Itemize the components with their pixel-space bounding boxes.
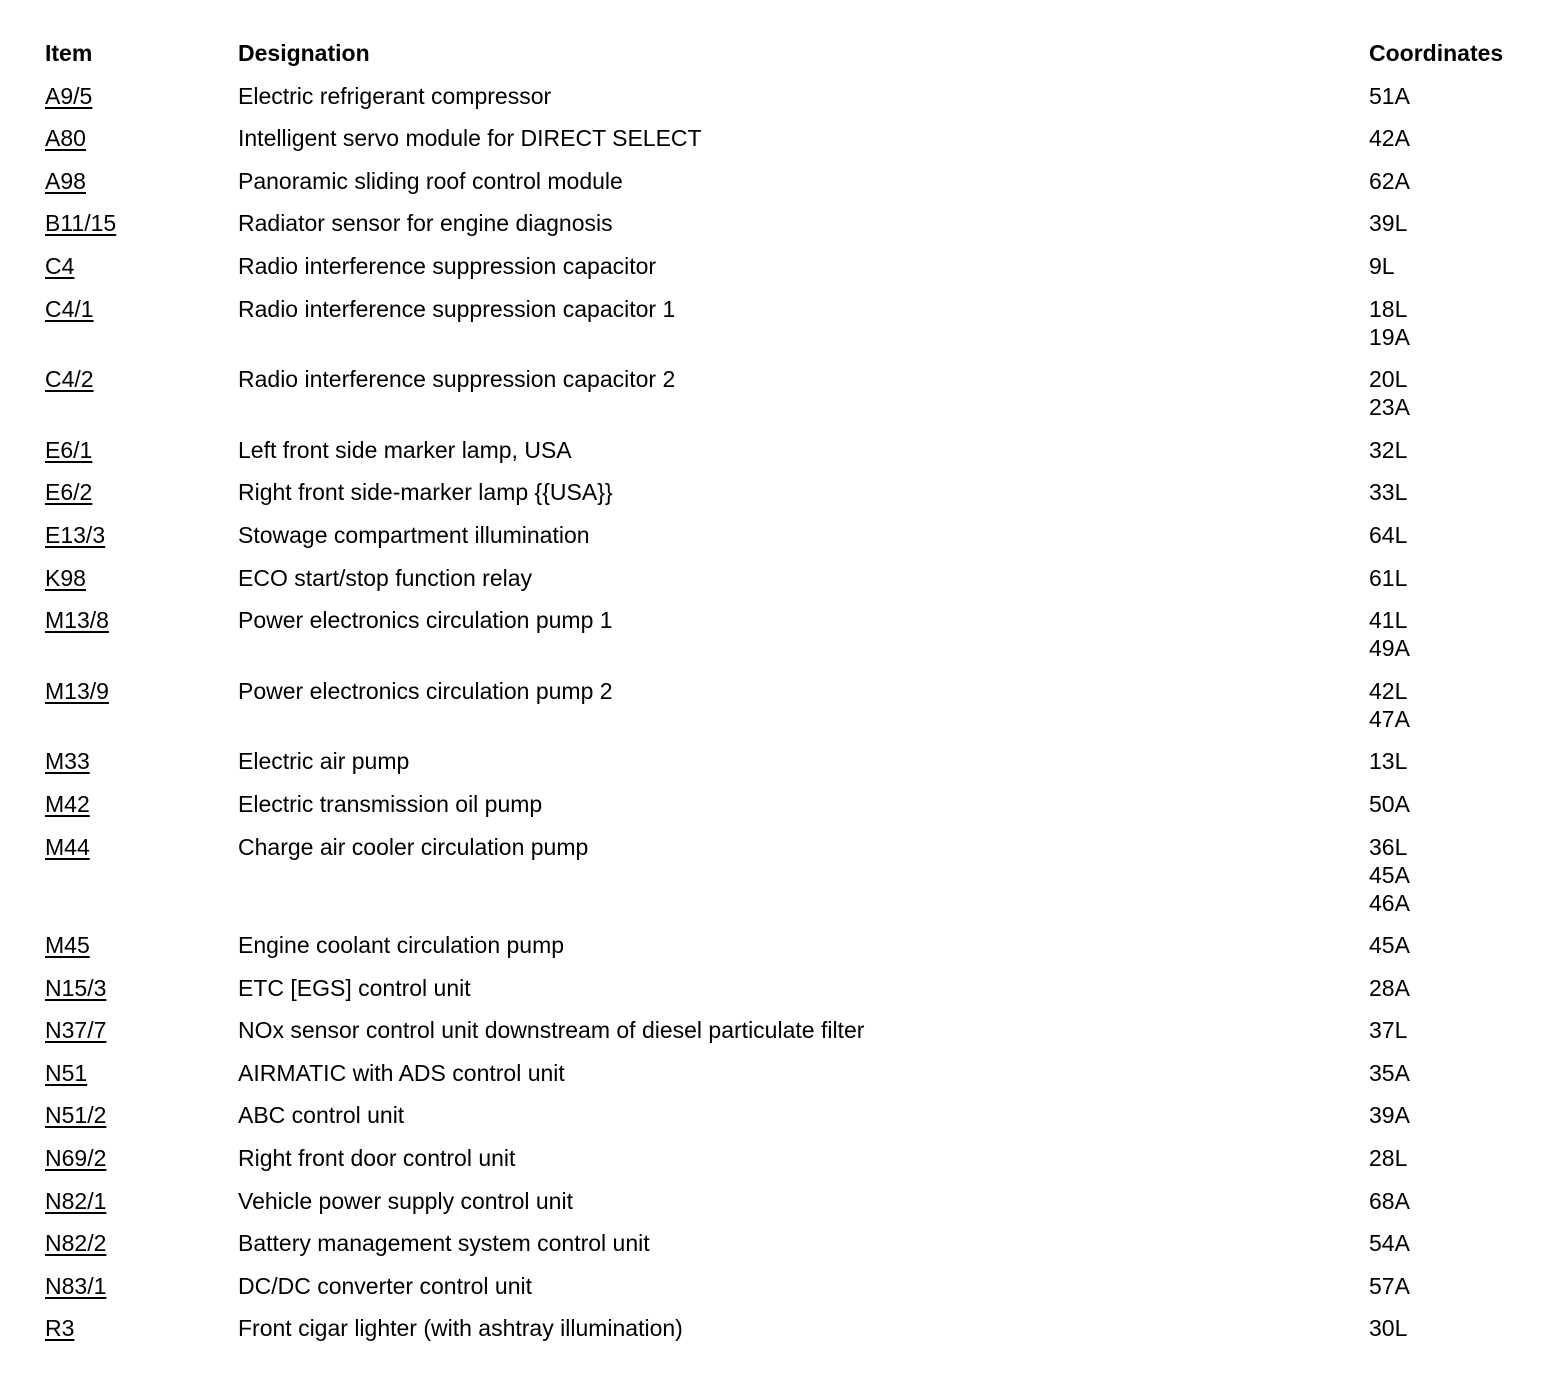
- coordinates-cell: [1369, 833, 1410, 917]
- designation-text: Radio interference suppression capacitor 2: [238, 366, 676, 393]
- item-link[interactable]: C4: [45, 252, 75, 279]
- table-header: [45, 39, 1545, 82]
- coordinate-value: 45A: [1369, 861, 1410, 888]
- designation-text: AIRMATIC with ADS control unit: [238, 1059, 565, 1086]
- coordinate-value: 47A: [1369, 705, 1410, 732]
- table-row: [45, 82, 1545, 125]
- table-row: [45, 478, 1545, 521]
- item-link[interactable]: C4/2: [45, 366, 94, 393]
- coordinates-cell: [1369, 1314, 1407, 1342]
- coordinates-cell: [1369, 1144, 1407, 1172]
- designation-text: Engine coolant circulation pump: [238, 932, 565, 959]
- coordinate-value: 54A: [1369, 1230, 1410, 1257]
- designation-text: Vehicle power supply control unit: [238, 1187, 573, 1214]
- component-table: [45, 39, 1545, 1357]
- coordinates-cell: [1369, 365, 1410, 421]
- coordinates-cell: [1369, 209, 1407, 237]
- designation-text: Power electronics circulation pump 1: [238, 607, 613, 634]
- table-row: [45, 209, 1545, 252]
- designation-text: Left front side marker lamp, USA: [238, 436, 572, 463]
- table-row: [45, 436, 1545, 479]
- item-link[interactable]: A9/5: [45, 82, 93, 109]
- item-link[interactable]: R3: [45, 1315, 75, 1342]
- item-link[interactable]: N51/2: [45, 1102, 107, 1129]
- item-link[interactable]: C4/1: [45, 295, 94, 322]
- item-link[interactable]: M13/8: [45, 607, 109, 634]
- coordinates-cell: [1369, 1229, 1410, 1257]
- coordinates-cell: [1369, 931, 1410, 959]
- table-row: [45, 1144, 1545, 1187]
- table-row: [45, 1187, 1545, 1230]
- coordinates-cell: [1369, 747, 1407, 775]
- designation-text: Radiator sensor for engine diagnosis: [238, 210, 613, 237]
- coordinates-cell: [1369, 82, 1410, 110]
- coordinates-cell: [1369, 1016, 1407, 1044]
- item-link[interactable]: N15/3: [45, 974, 107, 1001]
- coordinate-value: 23A: [1369, 394, 1410, 421]
- item-link[interactable]: M33: [45, 748, 90, 775]
- coordinate-value: 42A: [1369, 125, 1410, 152]
- coordinate-value: 57A: [1369, 1272, 1410, 1299]
- designation-text: Battery management system control unit: [238, 1230, 650, 1257]
- table-row: [45, 1314, 1545, 1357]
- table-row: [45, 521, 1545, 564]
- coordinate-value: 45A: [1369, 932, 1410, 959]
- table-row: [45, 833, 1545, 932]
- coordinate-value: 28L: [1369, 1145, 1408, 1172]
- table-row: [45, 124, 1545, 167]
- coordinates-cell: [1369, 606, 1410, 662]
- item-link[interactable]: N51: [45, 1059, 88, 1086]
- coordinate-value: 36L: [1369, 833, 1408, 860]
- header-coordinates: Coordinates: [1369, 40, 1504, 66]
- coordinate-value: 68A: [1369, 1187, 1410, 1214]
- designation-text: ECO start/stop function relay: [238, 564, 533, 591]
- item-link[interactable]: M42: [45, 790, 90, 817]
- coordinates-cell: [1369, 1187, 1410, 1215]
- coordinate-value: 28A: [1369, 974, 1410, 1001]
- item-link[interactable]: N82/2: [45, 1230, 107, 1257]
- coordinate-value: 61L: [1369, 564, 1408, 591]
- item-link[interactable]: M45: [45, 932, 90, 959]
- coordinate-value: 9L: [1369, 252, 1395, 279]
- coordinate-value: 39L: [1369, 210, 1408, 237]
- item-link[interactable]: N69/2: [45, 1145, 107, 1172]
- designation-text: ETC [EGS] control unit: [238, 974, 471, 1001]
- table-row: [45, 564, 1545, 607]
- designation-text: Electric transmission oil pump: [238, 790, 543, 817]
- coordinate-value: 49A: [1369, 635, 1410, 662]
- item-link[interactable]: B11/15: [45, 210, 117, 237]
- coordinate-value: 13L: [1369, 748, 1408, 775]
- coordinates-cell: [1369, 1101, 1410, 1129]
- table-row: [45, 167, 1545, 210]
- coordinates-cell: [1369, 1272, 1410, 1300]
- coordinate-value: 19A: [1369, 323, 1410, 350]
- item-link[interactable]: A98: [45, 167, 86, 194]
- coordinates-cell: [1369, 974, 1410, 1002]
- coordinate-value: 41L: [1369, 607, 1408, 634]
- coordinates-cell: [1369, 252, 1395, 280]
- item-link[interactable]: N37/7: [45, 1017, 107, 1044]
- coordinate-value: 37L: [1369, 1017, 1408, 1044]
- designation-text: Right front side-marker lamp {{USA}}: [238, 479, 613, 506]
- coordinate-value: 46A: [1369, 889, 1410, 916]
- coordinate-value: 62A: [1369, 167, 1410, 194]
- table-row: [45, 747, 1545, 790]
- item-link[interactable]: M13/9: [45, 677, 109, 704]
- table-row: [45, 1016, 1545, 1059]
- coordinate-value: 35A: [1369, 1059, 1410, 1086]
- table-row: [45, 1272, 1545, 1315]
- coordinate-value: 39A: [1369, 1102, 1410, 1129]
- designation-text: ABC control unit: [238, 1102, 405, 1129]
- table-row: [45, 1059, 1545, 1102]
- coordinate-value: 50A: [1369, 790, 1410, 817]
- coordinate-value: 42L: [1369, 677, 1408, 704]
- coordinate-value: 32L: [1369, 436, 1408, 463]
- header-item: Item: [45, 40, 93, 66]
- designation-text: Stowage compartment illumination: [238, 521, 590, 548]
- coordinate-value: 64L: [1369, 521, 1408, 548]
- designation-text: Panoramic sliding roof control module: [238, 167, 623, 194]
- coordinates-cell: [1369, 167, 1410, 195]
- header-designation: Designation: [238, 40, 370, 66]
- table-row: [45, 252, 1545, 295]
- item-link[interactable]: E6/2: [45, 479, 93, 506]
- coordinate-value: 51A: [1369, 82, 1410, 109]
- table-row: [45, 365, 1545, 436]
- table-body: [45, 82, 1545, 1357]
- item-link[interactable]: E13/3: [45, 521, 106, 548]
- designation-text: NOx sensor control unit downstream of diesel particulate filter: [238, 1017, 865, 1044]
- table-row: [45, 974, 1545, 1017]
- designation-text: Intelligent servo module for DIRECT SELECT: [238, 125, 702, 152]
- table-row: [45, 677, 1545, 748]
- designation-text: Electric refrigerant compressor: [238, 82, 552, 109]
- table-row: [45, 931, 1545, 974]
- coordinate-value: 20L: [1369, 366, 1408, 393]
- item-link[interactable]: K98: [45, 564, 86, 591]
- coordinate-value: 30L: [1369, 1315, 1408, 1342]
- coordinates-cell: [1369, 1059, 1410, 1087]
- coordinates-cell: [1369, 521, 1407, 549]
- coordinate-value: 18L: [1369, 295, 1408, 322]
- item-link[interactable]: E6/1: [45, 436, 93, 463]
- table-row: [45, 1229, 1545, 1272]
- coordinates-cell: [1369, 564, 1407, 592]
- item-link[interactable]: M44: [45, 833, 90, 860]
- table-row: [45, 790, 1545, 833]
- coordinate-value: 33L: [1369, 479, 1408, 506]
- table-row: [45, 606, 1545, 677]
- coordinates-cell: [1369, 677, 1410, 733]
- coordinates-cell: [1369, 295, 1410, 351]
- designation-text: Radio interference suppression capacitor 1: [238, 295, 676, 322]
- coordinates-cell: [1369, 124, 1410, 152]
- coordinates-cell: [1369, 478, 1407, 506]
- item-link[interactable]: N82/1: [45, 1187, 107, 1214]
- item-link[interactable]: A80: [45, 125, 86, 152]
- coordinates-cell: [1369, 436, 1407, 464]
- designation-text: Radio interference suppression capacitor: [238, 252, 657, 279]
- table-row: [45, 1101, 1545, 1144]
- coordinates-cell: [1369, 790, 1410, 818]
- designation-text: Right front door control unit: [238, 1145, 516, 1172]
- designation-text: Power electronics circulation pump 2: [238, 677, 613, 704]
- designation-text: Electric air pump: [238, 748, 410, 775]
- designation-text: Charge air cooler circulation pump: [238, 833, 589, 860]
- designation-text: Front cigar lighter (with ashtray illumination): [238, 1315, 683, 1342]
- item-link[interactable]: N83/1: [45, 1272, 107, 1299]
- designation-text: DC/DC converter control unit: [238, 1272, 532, 1299]
- table-row: [45, 295, 1545, 366]
